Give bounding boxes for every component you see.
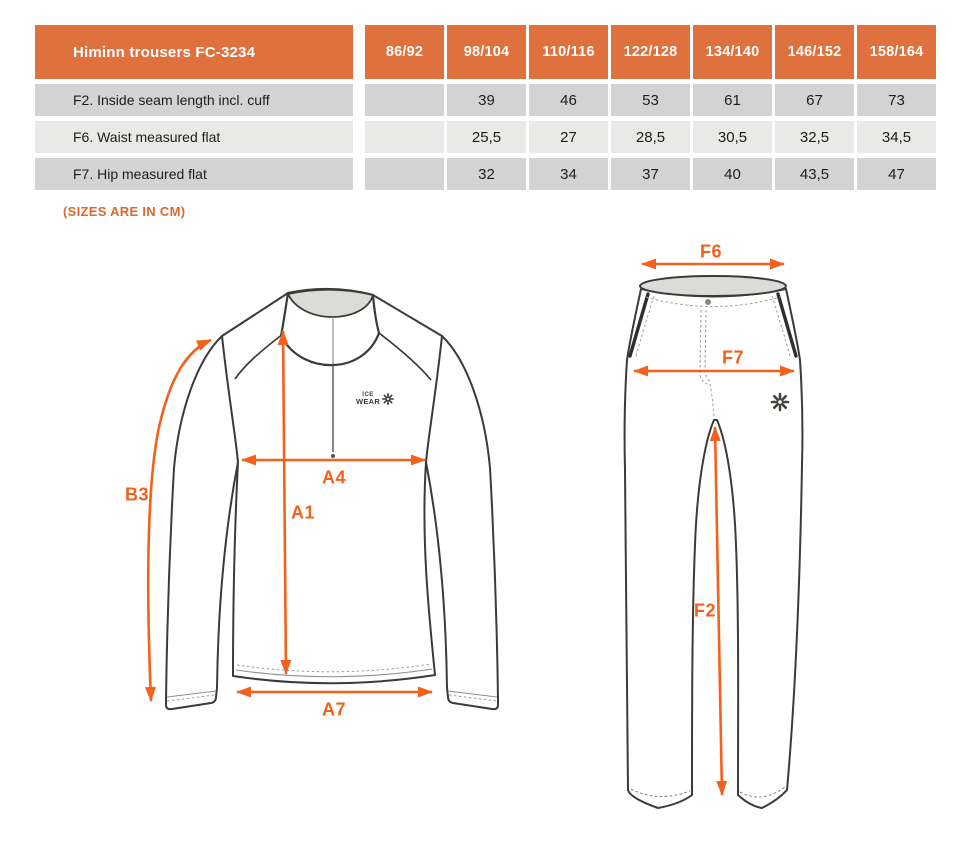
value-cell: 47 (857, 158, 936, 190)
row-label-cell: F2. Inside seam length incl. cuff (35, 84, 353, 116)
value-cell: 32,5 (775, 121, 854, 153)
size-column-header: 98/104 (447, 25, 526, 79)
value-cell: 53 (611, 84, 690, 116)
table-row (35, 158, 936, 190)
table-row (35, 121, 936, 153)
value-cell: 37 (611, 158, 690, 190)
row-label-cell: F6. Waist measured flat (35, 121, 353, 153)
sizes-note: (SIZES ARE IN CM) (63, 204, 186, 219)
value-cell: 40 (693, 158, 772, 190)
measurement-label-a1: A1 (290, 502, 316, 523)
measurement-label-b3: B3 (124, 484, 150, 505)
value-cell: 34 (529, 158, 608, 190)
size-column-header: 146/152 (775, 25, 854, 79)
sweater-diagram (95, 255, 540, 740)
snowflake-icon (382, 393, 394, 405)
logo-text-ice: ICE (362, 392, 374, 398)
table-header-row (35, 25, 936, 79)
value-cell: 61 (693, 84, 772, 116)
value-cell (365, 121, 444, 153)
value-cell: 25,5 (447, 121, 526, 153)
value-cell: 43,5 (775, 158, 854, 190)
value-cell: 30,5 (693, 121, 772, 153)
measurement-label-f6: F6 (699, 241, 723, 262)
value-cell (365, 84, 444, 116)
table-title: Himinn trousers FC-3234 (35, 25, 353, 79)
measurement-label-a7: A7 (321, 699, 347, 720)
measurement-label-a4: A4 (321, 467, 347, 488)
logo-text-wear: WEAR (356, 397, 381, 406)
measurement-label-f2: F2 (693, 600, 717, 621)
size-table (35, 25, 936, 195)
arrow-f2 (715, 427, 722, 795)
value-cell: 32 (447, 158, 526, 190)
value-cell: 46 (529, 84, 608, 116)
sweater-outline (166, 289, 498, 709)
icewear-logo (356, 392, 394, 406)
value-cell: 28,5 (611, 121, 690, 153)
value-cell: 73 (857, 84, 936, 116)
size-column-header: 110/116 (529, 25, 608, 79)
trousers-diagram (595, 255, 935, 820)
value-cell: 27 (529, 121, 608, 153)
size-column-header: 122/128 (611, 25, 690, 79)
table-row (35, 84, 936, 116)
snowflake-logo-icon (772, 394, 788, 410)
value-cell (365, 158, 444, 190)
value-cell: 34,5 (857, 121, 936, 153)
row-label-cell: F7. Hip measured flat (35, 158, 353, 190)
size-column-header: 86/92 (365, 25, 444, 79)
value-cell: 67 (775, 84, 854, 116)
size-column-header: 158/164 (857, 25, 936, 79)
size-column-header: 134/140 (693, 25, 772, 79)
trousers-outline (625, 276, 803, 808)
value-cell: 39 (447, 84, 526, 116)
measurement-label-f7: F7 (721, 347, 745, 368)
